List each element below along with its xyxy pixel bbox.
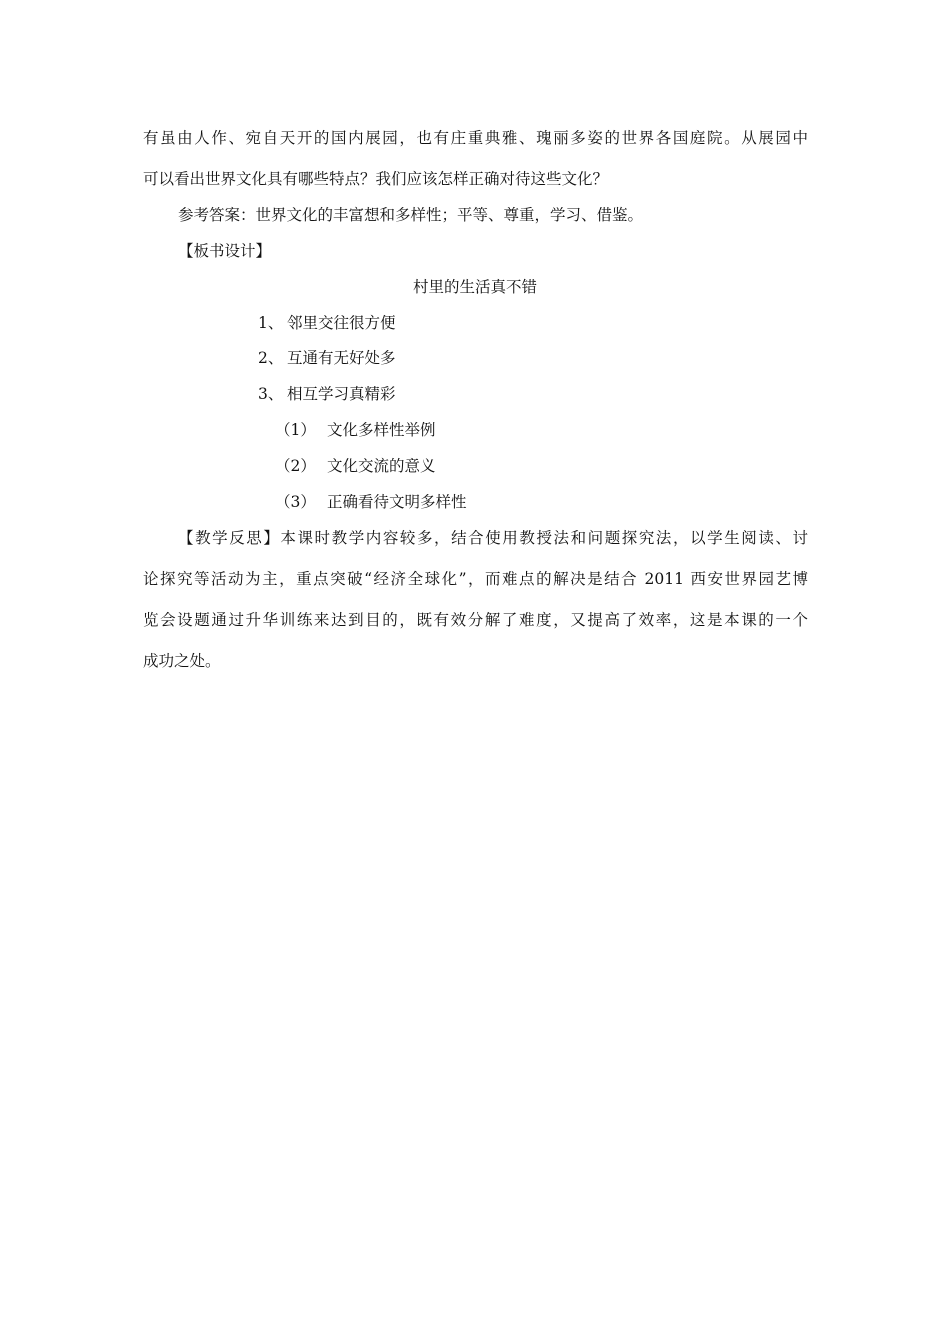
- outline-item: [258, 384, 396, 404]
- outline-item: [258, 348, 396, 368]
- reflection-line: 览会设题通过升华训练来达到目的，既有效分解了难度，又提高了效率，这是本课的一个: [143, 611, 808, 629]
- sub-outline-number: （2）: [275, 457, 316, 475]
- sub-outline-number: （3）: [275, 493, 316, 511]
- reference-answer: 参考答案：世界文化的丰富想和多样性；平等、尊重，学习、借鉴。: [178, 206, 644, 224]
- sub-outline-item: [275, 492, 467, 512]
- outline-item: [258, 313, 396, 333]
- sub-outline-item: [275, 420, 436, 440]
- outline-text: 邻里交往很方便: [287, 314, 396, 332]
- outline-number: 2、: [258, 349, 284, 367]
- sub-outline-number: （1）: [275, 421, 316, 439]
- board-design-heading: 【板书设计】: [178, 242, 272, 260]
- reflection-line: 论探究等活动为主，重点突破“经济全球化”，而难点的解决是结合 2011 西安世界园艺博: [143, 570, 808, 588]
- reflection-line: 【教学反思】本课时教学内容较多，结合使用教授法和问题探究法，以学生阅读、讨: [178, 529, 808, 547]
- board-title: 村里的生活真不错: [412, 278, 537, 296]
- sub-outline-text: 文化多样性举例: [327, 421, 436, 439]
- sub-outline-text: 正确看待文明多样性: [327, 493, 467, 511]
- sub-outline-item: [275, 456, 436, 476]
- outline-text: 互通有无好处多: [287, 349, 396, 367]
- sub-outline-text: 文化交流的意义: [327, 457, 436, 475]
- paragraph-line: 可以看出世界文化具有哪些特点？我们应该怎样正确对待这些文化？: [143, 170, 609, 188]
- paragraph-line: 有虽由人作、宛自天开的国内展园，也有庄重典雅、瑰丽多姿的世界各国庭院。从展园中: [143, 129, 808, 147]
- outline-text: 相互学习真精彩: [287, 385, 396, 403]
- outline-number: 1、: [258, 314, 284, 332]
- outline-number: 3、: [258, 385, 284, 403]
- reflection-line: 成功之处。: [143, 652, 221, 670]
